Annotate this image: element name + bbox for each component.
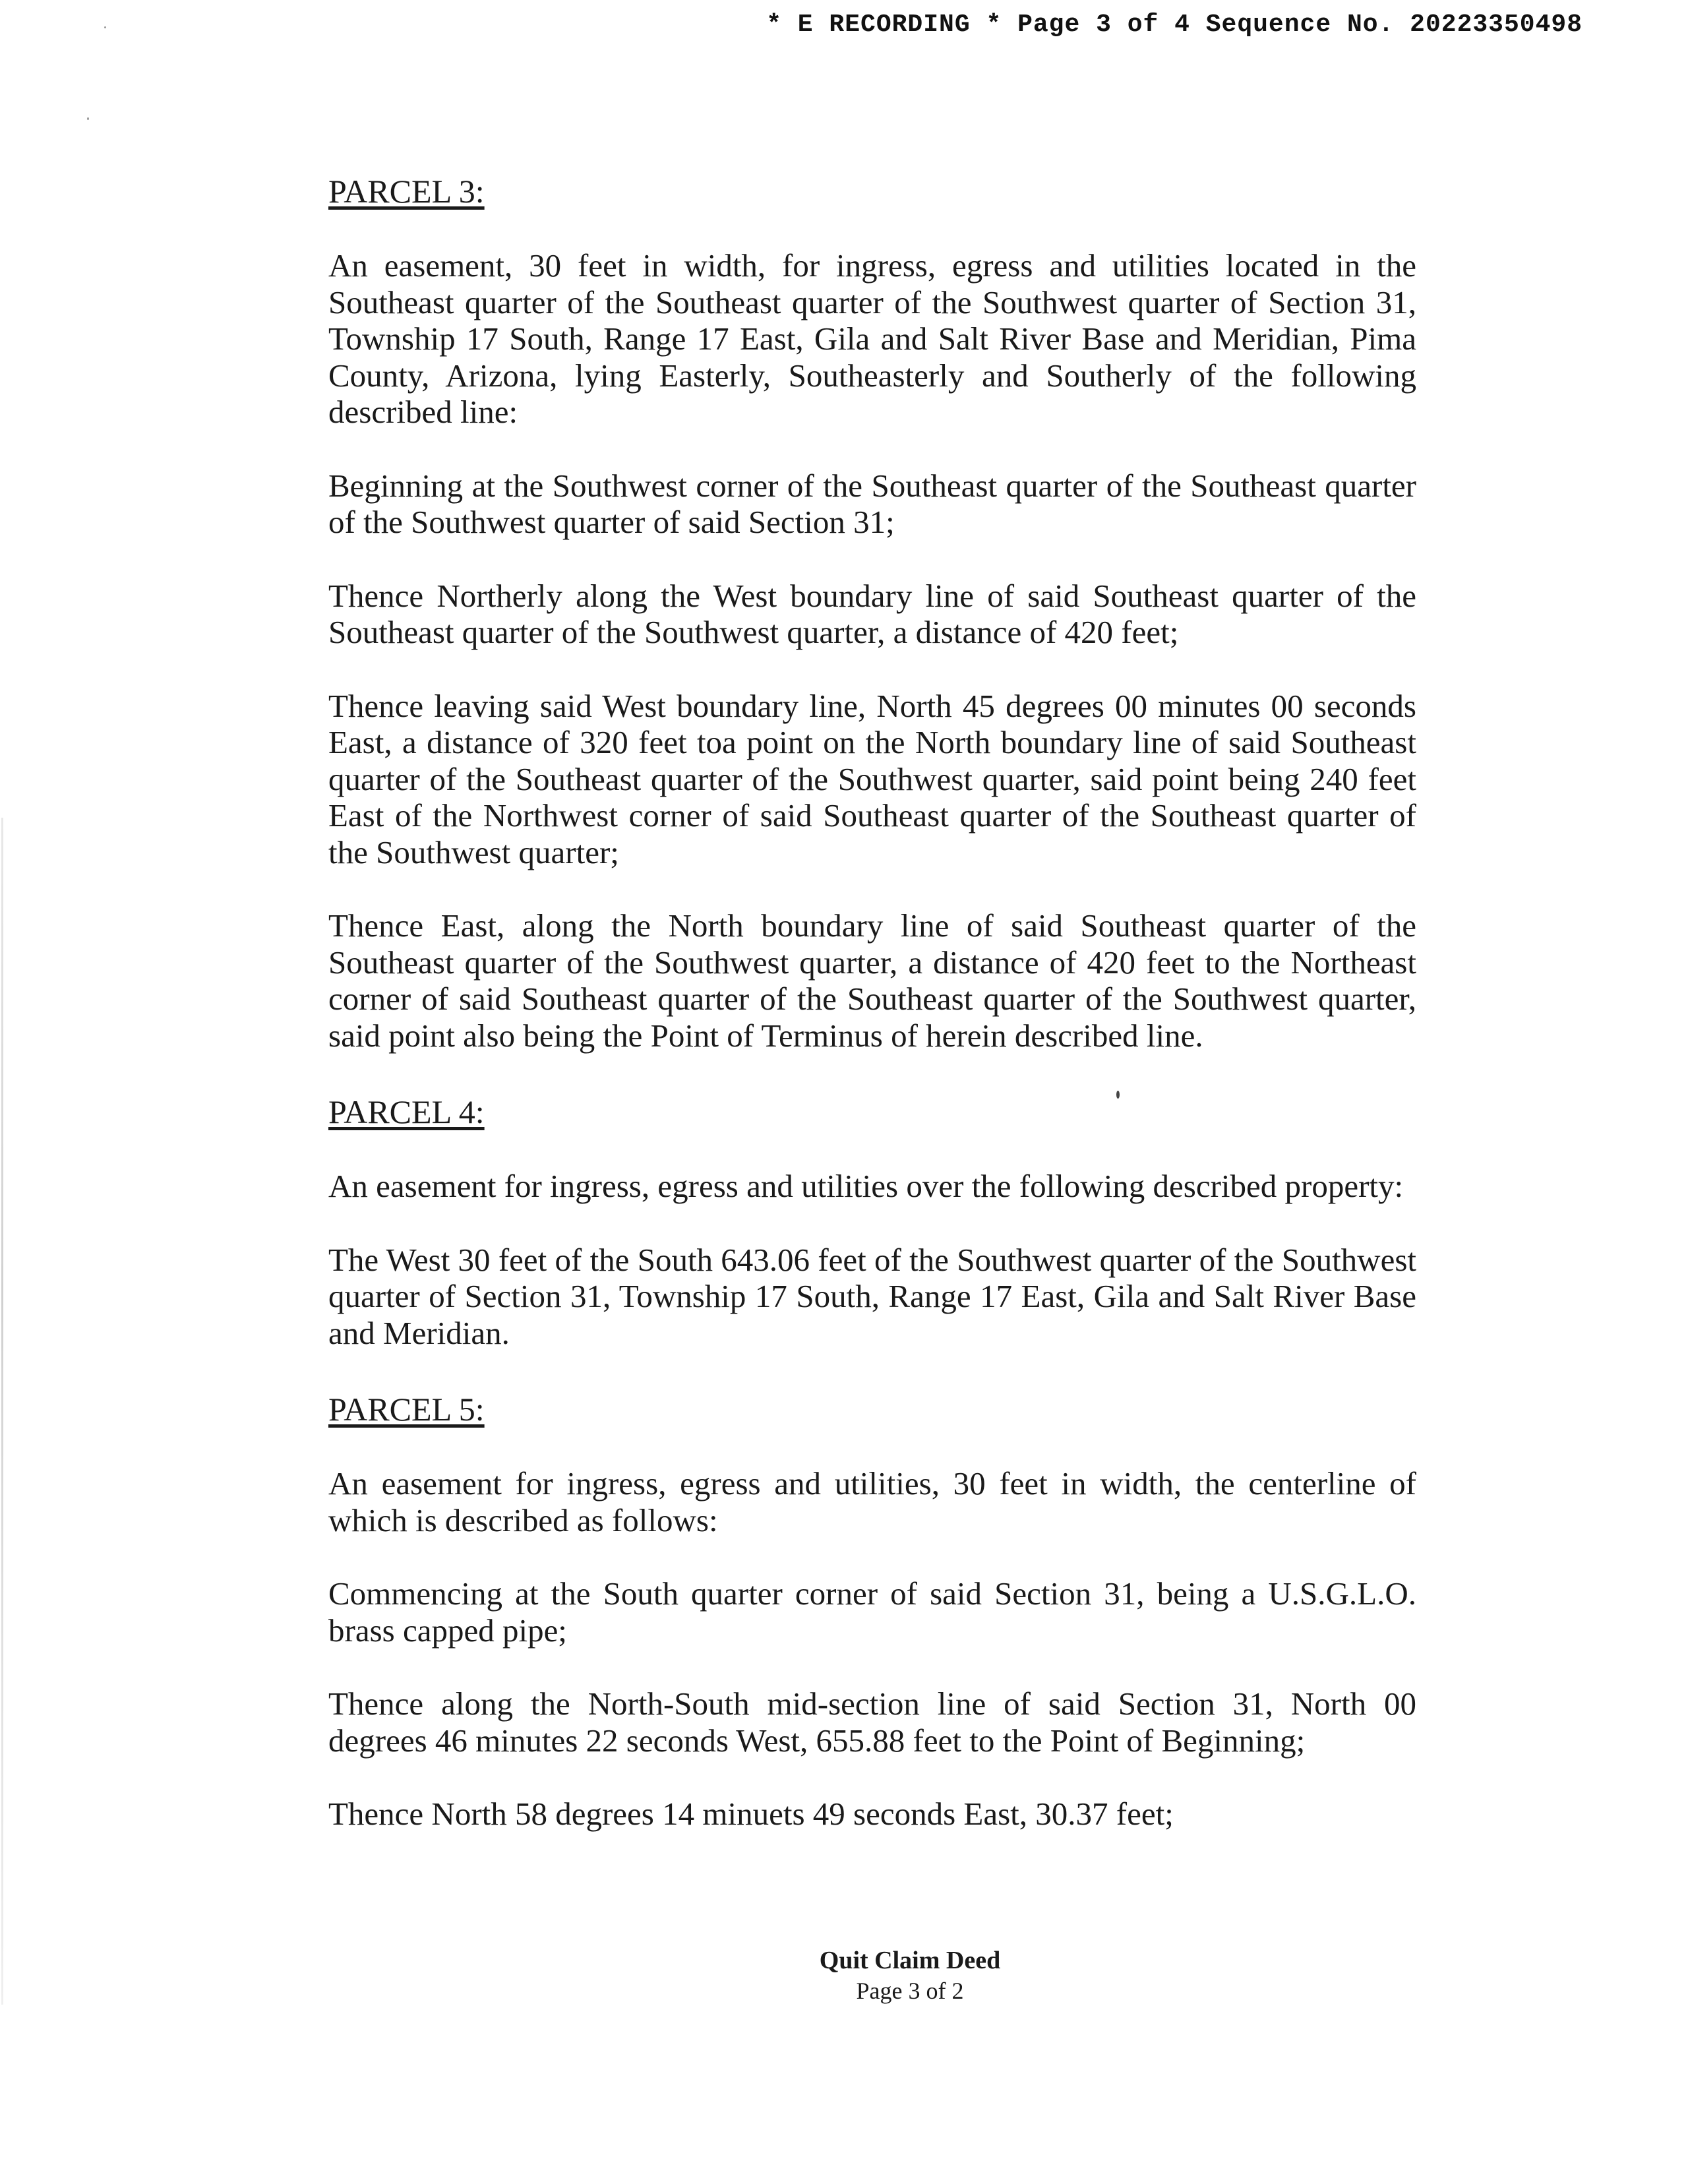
parcel-5-section (328, 1391, 1416, 1833)
parcel-3-paragraph: Thence East, along the North boundary line of said Southeast quarter of the Southeast quarter of the Southwest quarter, a distance of 420 feet to the Northeast corner of said Southeast quarter of the Southeast quarter of the Southwest quarter, said point also being the Point of Terminus of herein described line. (328, 907, 1416, 1054)
parcel-3-heading: PARCEL 3: (328, 173, 485, 210)
document-body (328, 173, 1416, 1833)
footer-page-number: Page 3 of 2 (856, 1978, 964, 2004)
parcel-3-paragraph: Thence leaving said West boundary line, North 45 degrees 00 minutes 00 seconds East, a distance of 320 feet toa point on the North boundary line of said Southeast quarter of the Southeast quarter of the Southwest quarter, said point being 240 feet East of the Northwest corner of said Southeast quarter of the Southeast quarter of the Southwest quarter; (328, 687, 1416, 870)
parcel-5-paragraph: Commencing at the South quarter corner of said Section 31, being a U.S.G.L.O. brass capped pipe; (328, 1575, 1416, 1649)
parcel-3-paragraph: Beginning at the Southwest corner of the Southeast quarter of the Southeast quarter of the Southwest quarter of said Section 31; (328, 467, 1416, 540)
parcel-3-paragraph: Thence Northerly along the West boundary line of said Southeast quarter of the Southeast quarter of the Southwest quarter, a distance of 420 feet; (328, 577, 1416, 650)
scan-edge-artifact (1, 818, 3, 2005)
scan-speck (104, 26, 106, 28)
footer-document-title: Quit Claim Deed (819, 1947, 1001, 1974)
parcel-4-heading: PARCEL 4: (328, 1093, 485, 1130)
parcel-4-section (328, 1093, 1416, 1351)
page-footer (712, 1945, 1108, 2006)
parcel-4-paragraph: An easement for ingress, egress and utilities over the following described property: (328, 1168, 1404, 1204)
parcel-5-heading: PARCEL 5: (328, 1391, 485, 1428)
parcel-5-paragraph: Thence along the North-South mid-section line of said Section 31, North 00 degrees 46 minutes 22 seconds West, 655.88 feet to the Point of Beginning; (328, 1685, 1416, 1759)
parcel-3-section (328, 173, 1416, 1054)
recording-header: * E RECORDING * Page 3 of 4 Sequence No. 20223350498 (766, 11, 1582, 39)
scan-speck (87, 117, 89, 120)
parcel-5-paragraph: An easement for ingress, egress and utilities, 30 feet in width, the centerline of which is described as follows: (328, 1465, 1416, 1538)
parcel-5-paragraph: Thence North 58 degrees 14 minuets 49 seconds East, 30.37 feet; (328, 1796, 1174, 1832)
parcel-3-paragraph: An easement, 30 feet in width, for ingress, egress and utilities located in the Southeast quarter of the Southeast quarter of the Southwest quarter of Section 31, Township 17 South, Range 17 East, Gila and Salt River Base and Meridian, Pima County, Arizona, lying Easterly, Southeasterly and Southerly of the following described line: (328, 247, 1416, 430)
parcel-4-paragraph: The West 30 feet of the South 643.06 feet of the Southwest quarter of the Southwest quarter of Section 31, Township 17 South, Range 17 East, Gila and Salt River Base and Meridian. (328, 1241, 1416, 1351)
